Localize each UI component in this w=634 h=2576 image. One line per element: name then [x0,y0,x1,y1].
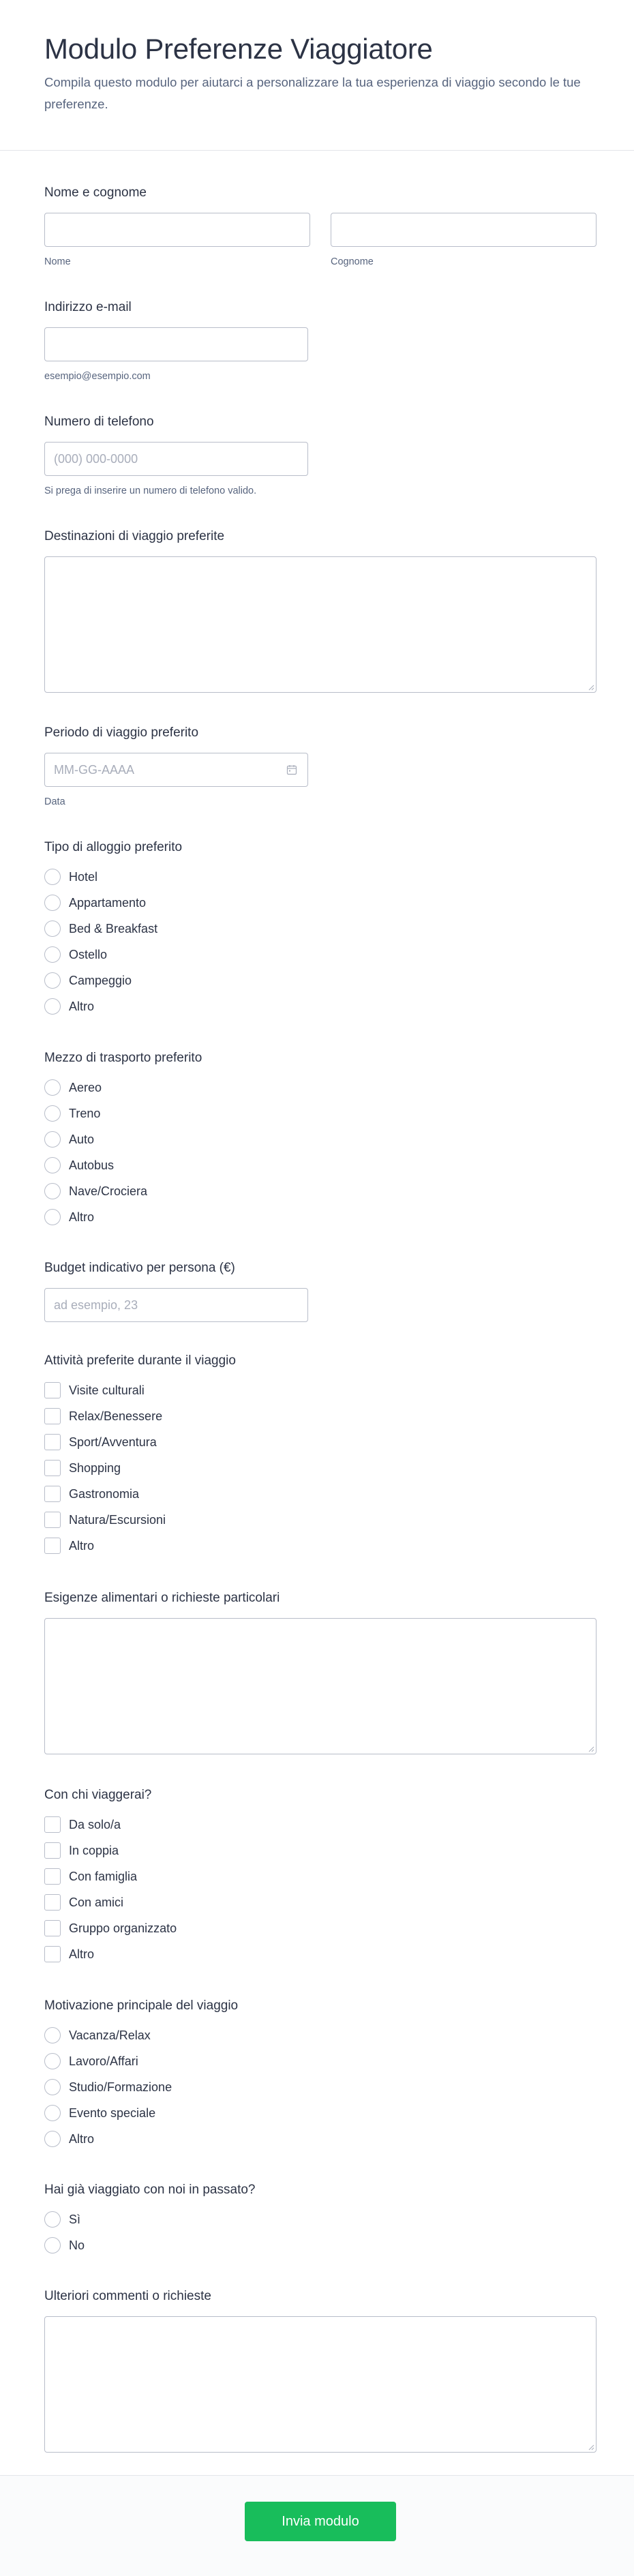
checkbox[interactable] [44,1486,61,1502]
option-label: Studio/Formazione [69,2080,172,2094]
checkbox-option[interactable] [44,1510,166,1529]
budget-question [44,1261,597,1326]
radio-option[interactable] [44,1104,100,1123]
radio-button[interactable] [44,2211,61,2228]
email-input[interactable] [44,327,308,361]
checkbox-option[interactable] [44,1815,121,1834]
checkbox-option[interactable] [44,1867,137,1886]
phone-input[interactable] [44,442,308,476]
option-label: Visite culturali [69,1383,145,1397]
checkbox-option[interactable] [44,1536,94,1555]
companions-label: Con chi viaggerai? [44,1788,152,1802]
checkbox[interactable] [44,1382,61,1398]
resize-grip-icon[interactable] [588,1746,594,1752]
phone-label: Numero di telefono [44,415,154,429]
option-label: Altro [69,1210,95,1224]
checkbox[interactable] [44,1868,61,1885]
destinations-label: Destinazioni di viaggio preferite [44,529,225,543]
radio-option[interactable] [44,2103,155,2123]
period-question [44,725,597,814]
motivation-label: Motivazione principale del viaggio [44,1998,239,2013]
radio-button[interactable] [44,1183,61,1199]
activities-label: Attività preferite durante il viaggio [44,1353,236,1368]
radio-button[interactable] [44,2053,61,2069]
radio-option[interactable] [44,1208,94,1227]
transport-question [44,1051,597,1228]
checkbox[interactable] [44,1920,61,1936]
option-label: Vacanza/Relax [69,2028,151,2042]
radio-button[interactable] [44,2105,61,2121]
radio-button[interactable] [44,998,61,1015]
option-label: Relax/Benessere [69,1409,163,1423]
form-subtitle: Compila questo modulo per aiutarci a personalizzare la tua esperienza di viaggio secondo le tue preferenze. [44,75,581,111]
radio-button[interactable] [44,2131,61,2147]
radio-button[interactable] [44,1105,61,1122]
comments-textarea[interactable] [44,2316,597,2453]
option-label: Gruppo organizzato [69,1921,177,1935]
phone-sublabel: Si prega di inserire un numero di telefono valido. [44,485,257,496]
form-footer [0,2475,634,2576]
accommodation-label: Tipo di alloggio preferito [44,840,183,854]
option-label: Autobus [69,1158,115,1172]
radio-button[interactable] [44,869,61,885]
accommodation-question [44,840,597,1017]
form-header [0,0,634,151]
option-label: Con amici [69,1895,124,1909]
name-label: Nome e cognome [44,185,147,200]
radio-option[interactable] [44,2236,85,2255]
calendar-icon[interactable] [286,764,297,775]
option-label: Altro [69,999,95,1013]
name-question [44,185,597,274]
radio-button[interactable] [44,895,61,911]
date-sublabel: Data [44,796,65,807]
option-label: Aereo [69,1080,102,1094]
option-label: Con famiglia [69,1869,138,1883]
dietary-question [44,1591,597,1761]
resize-grip-icon[interactable] [588,684,594,691]
radio-button[interactable] [44,946,61,963]
companions-question [44,1788,597,1965]
option-label: Auto [69,1132,95,1146]
first-name-input[interactable] [44,213,310,247]
period-label: Periodo di viaggio preferito [44,725,199,740]
option-label: Treno [69,1106,101,1120]
checkbox-option[interactable] [44,1841,119,1860]
destinations-textarea[interactable] [44,556,597,693]
email-question [44,300,597,389]
option-label: Evento speciale [69,2106,156,2120]
checkbox-option[interactable] [44,1893,123,1912]
budget-label: Budget indicativo per persona (€) [44,1261,235,1275]
activities-question [44,1353,597,1558]
checkbox[interactable] [44,1538,61,1554]
previous-label: Hai già viaggiato con noi in passato? [44,2183,256,2197]
checkbox-option[interactable] [44,1407,162,1426]
radio-option[interactable] [44,2210,80,2229]
comments-question [44,2289,597,2459]
radio-option[interactable] [44,945,107,964]
checkbox[interactable] [44,1946,61,1962]
radio-option[interactable] [44,919,157,938]
option-label: Lavoro/Affari [69,2054,138,2068]
option-label: Natura/Escursioni [69,1512,166,1527]
resize-grip-icon[interactable] [588,2444,594,2451]
option-label: Bed & Breakfast [69,921,158,935]
checkbox[interactable] [44,1816,61,1833]
option-label: Ostello [69,947,108,961]
radio-button[interactable] [44,1209,61,1225]
dietary-label: Esigenze alimentari o richieste particolari [44,1591,280,1605]
radio-button[interactable] [44,2237,61,2253]
radio-button[interactable] [44,2079,61,2095]
option-label: In coppia [69,1843,119,1857]
email-label: Indirizzo e-mail [44,300,132,314]
radio-option[interactable] [44,971,132,990]
radio-option[interactable] [44,1078,102,1097]
radio-option[interactable] [44,1156,114,1175]
radio-button[interactable] [44,1079,61,1096]
first-name-sublabel: Nome [44,256,71,267]
radio-option[interactable] [44,1130,94,1149]
radio-option[interactable] [44,2052,138,2071]
checkbox[interactable] [44,1434,61,1450]
form-title: Modulo Preferenze Viaggiatore [44,33,433,65]
checkbox[interactable] [44,1460,61,1476]
option-label: Hotel [69,869,98,884]
radio-button[interactable] [44,1131,61,1148]
date-input[interactable] [44,753,308,787]
checkbox[interactable] [44,1512,61,1528]
dietary-textarea[interactable] [44,1618,597,1754]
option-label: Gastronomia [69,1486,140,1501]
radio-option[interactable] [44,1182,147,1201]
radio-option[interactable] [44,2129,94,2148]
last-name-input[interactable] [331,213,597,247]
comments-label: Ulteriori commenti o richieste [44,2289,211,2303]
checkbox-option[interactable] [44,1433,157,1452]
radio-option[interactable] [44,893,146,912]
option-label: Sì [69,2212,81,2226]
option-label: Nave/Crociera [69,1184,148,1198]
previous-question [44,2183,597,2258]
motivation-question [44,1998,597,2148]
radio-option[interactable] [44,997,94,1016]
radio-button[interactable] [44,920,61,937]
budget-input[interactable] [44,1288,308,1322]
checkbox[interactable] [44,1842,61,1859]
checkbox[interactable] [44,1408,61,1424]
checkbox-option[interactable] [44,1919,177,1938]
option-label: Shopping [69,1461,121,1475]
option-label: Sport/Avventura [69,1435,157,1449]
last-name-sublabel: Cognome [331,256,374,267]
radio-button[interactable] [44,1157,61,1173]
submit-button[interactable]: Invia modulo [245,2502,396,2541]
radio-option[interactable] [44,2026,151,2045]
radio-option[interactable] [44,2078,172,2097]
option-label: Appartamento [69,895,147,910]
destinations-question [44,529,597,700]
checkbox[interactable] [44,1894,61,1911]
checkbox-option[interactable] [44,1484,139,1503]
transport-label: Mezzo di trasporto preferito [44,1051,202,1065]
option-label: Altro [69,1947,95,1961]
option-label: Altro [69,2131,95,2146]
option-label: Altro [69,1538,95,1553]
phone-question [44,415,597,503]
checkbox-option[interactable] [44,1458,121,1478]
radio-option[interactable] [44,867,97,886]
checkbox-option[interactable] [44,1945,94,1964]
radio-button[interactable] [44,972,61,989]
option-label: No [69,2238,85,2252]
email-sublabel: esempio@esempio.com [44,371,151,382]
option-label: Campeggio [69,973,132,987]
radio-button[interactable] [44,2027,61,2043]
option-label: Da solo/a [69,1817,121,1831]
checkbox-option[interactable] [44,1381,145,1400]
